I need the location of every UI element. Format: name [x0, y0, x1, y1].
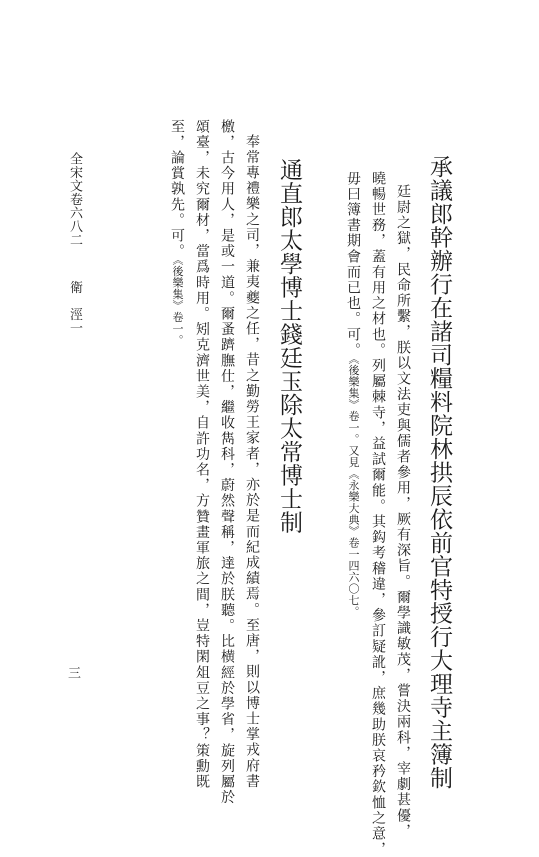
document2-body-line-1: 奉常專禮樂之司，兼夷夔之任，昔之勤勞王家者，亦於是而紀成績焉。至唐，則以博士掌戎府書 — [244, 134, 260, 790]
document1-citation: 《後樂集》卷一。又見《永樂大典》卷一四六〇七。 — [347, 358, 360, 618]
document1-body-line-1: 廷尉之獄，民命所繫，朕以文法吏與儒者參用，厥有深旨。爾學識敏茂，嘗決兩科，宰劇甚優， — [395, 184, 411, 840]
document2-citation: 《後樂集》卷一。 — [171, 259, 184, 346]
running-head — [68, 152, 81, 335]
document2-body-line-3: 頌臺，未究爾材，當爲時用。矧克濟世美，自許功名，方贊畫軍旅之間，豈特閑俎豆之事？策勳既 — [194, 119, 210, 790]
document2-last-line-text: 至，論賞孰先。可。 — [169, 119, 185, 260]
document2-body-line-2: 檄，古今用人，是或一道。爾蚤躋膴仕，繼收雋科，蔚然聲稱，達於朕聽。比横經於學省，旋列屬於 — [219, 119, 235, 806]
document1-body-line-3 — [346, 171, 360, 617]
document2-body-line-4 — [170, 119, 184, 346]
running-head-volume: 全宋文卷六八二 — [67, 152, 82, 247]
page-number: 三 — [65, 666, 80, 679]
document2-title: 通直郎太學博士錢廷玉除太常博士制 — [276, 158, 302, 534]
document1-last-line-text: 毋曰簿書期會而已也。可。 — [345, 171, 361, 359]
running-head-author: 衛 涇一 — [67, 280, 82, 335]
document1-body-line-2: 曉暢世務，蓋有用之材也。列屬棘寺，益試爾能。其鈎考稽違，參訂疑訛，庶幾助朕哀矜欽恤之意， — [370, 171, 386, 857]
document1-title: 承議郎幹辦行在諸司糧料院林拱辰依前官特授行大理寺主簿制 — [426, 155, 452, 790]
